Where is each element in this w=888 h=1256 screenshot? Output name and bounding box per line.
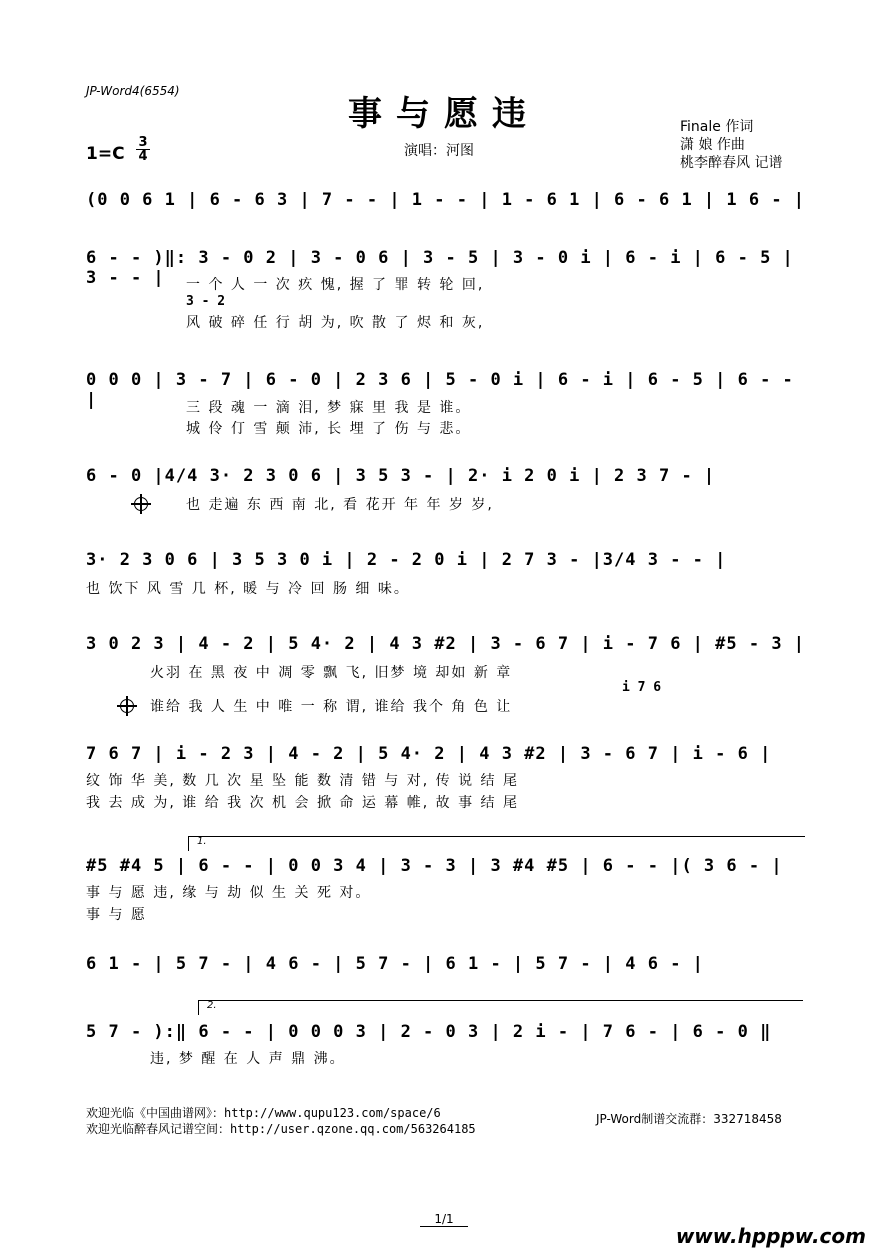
lyric-6-verse-2: 谁给 我 人 生 中 唯 一 称 谓, 谁给 我个 角 色 让 xyxy=(150,699,513,715)
volta-bracket-1 xyxy=(188,836,805,851)
score-system-7: 7 6 7 | i - 2 3 | 4 - 2 | 5 4· 2 | 4 3 #2 | 3 - 6 7 | i - 6 | xyxy=(86,744,772,764)
volta-label-2: 2. xyxy=(207,1000,217,1011)
transcriber-credit: 桃李醉春风 记谱 xyxy=(680,155,783,171)
coda-icon-2 xyxy=(120,699,134,713)
lyric-10: 违, 梦 醒 在 人 声 鼎 沸。 xyxy=(150,1051,346,1067)
lyric-3-verse-1: 三 段 魂 一 滴 泪, 梦 寐 里 我 是 谁。 xyxy=(186,400,472,416)
footer-link-qupu[interactable]: 欢迎光临《中国曲谱网》：http://www.qupu123.com/space/6 xyxy=(86,1106,441,1120)
coda-icon xyxy=(134,497,148,511)
footer-link-qzone[interactable]: 欢迎光临醉春风记谱空间：http://user.qzone.qq.com/563264185 xyxy=(86,1122,476,1136)
lyric-8-verse-2: 事 与 愿 xyxy=(86,907,147,923)
lyric-2-verse-1: 一 个 人 一 次 疚 愧, 握 了 罪 转 轮 回, xyxy=(186,277,485,293)
score-system-10: 5 7 - ):‖ 6 - - | 0 0 0 3 | 2 - 0 3 | 2 i - | 7 6 - | 6 - 0 ‖ xyxy=(86,1022,772,1042)
volta-bracket-2 xyxy=(198,1000,803,1015)
page-number-text: 1/1 xyxy=(420,1212,467,1227)
time-sig-top: 3 xyxy=(138,135,148,150)
lyric-8-verse-1: 事 与 愿 违, 缘 与 劫 似 生 关 死 对。 xyxy=(86,885,372,901)
song-title: 事与愿违 xyxy=(348,94,540,134)
score-system-4: 6 - 0 |4/4 3· 2 3 0 6 | 3 5 3 - | 2· i 2 0 i | 2 3 7 - | xyxy=(86,466,716,486)
lyric-4: 也 走遍 东 西 南 北, 看 花开 年 年 岁 岁, xyxy=(186,497,494,513)
lyricist-credit: Finale 作词 xyxy=(680,119,754,135)
singer-credit: 演唱：河图 xyxy=(404,143,474,159)
lyric-2-verse-2: 风 破 碎 任 行 胡 为, 吹 散 了 烬 和 灰, xyxy=(186,315,485,331)
key-signature: 1=C xyxy=(86,144,125,164)
lyric-3-verse-2: 城 伶 仃 雪 颠 沛, 长 埋 了 伤 与 悲。 xyxy=(186,421,472,437)
score-system-8: #5 #4 5 | 6 - - | 0 0 3 4 | 3 - 3 | 3 #4 #5 | 6 - - |( 3 6 - | xyxy=(86,856,783,876)
lyric-5: 也 饮下 风 雪 几 杯, 暖 与 冷 回 肠 细 味。 xyxy=(86,581,410,597)
composer-credit: 潇 娘 作曲 xyxy=(680,137,745,153)
footer-group: JP-Word制谱交流群：332718458 xyxy=(596,1112,782,1126)
version-label: JP-Word4(6554) xyxy=(86,84,180,98)
score-system-9: 6 1 - | 5 7 - | 4 6 - | 5 7 - | 6 1 - | 5 7 - | 4 6 - | xyxy=(86,954,704,974)
score-system-1: (0 0 6 1 | 6 - 6 3 | 7 - - | 1 - - | 1 - 6 1 | 6 - 6 1 | 1 6 - | xyxy=(86,190,806,210)
time-sig-bottom: 4 xyxy=(136,149,150,163)
score-system-3: 0 0 0 | 3 - 7 | 6 - 0 | 2 3 6 | 5 - 0 i | 6 - i | 6 - 5 | 6 - - | xyxy=(86,370,794,410)
lyric-7-verse-1: 纹 饰 华 美, 数 几 次 星 坠 能 数 清 错 与 对, 传 说 结 尾 xyxy=(86,773,520,789)
score-system-2: 6 - - )‖: 3 - 0 2 | 3 - 0 6 | 3 - 5 | 3 - 0 i | 6 - i | 6 - 5 | 3 - - | xyxy=(86,248,794,288)
site-watermark: www.hpppw.com xyxy=(675,1224,866,1248)
alt-notes-6: i 7 6 xyxy=(622,680,662,695)
score-system-6: 3 0 2 3 | 4 - 2 | 5 4· 2 | 4 3 #2 | 3 - 6 7 | i - 7 6 | #5 - 3 | xyxy=(86,634,806,654)
time-signature xyxy=(136,136,150,163)
lyric-6-verse-1: 火羽 在 黑 夜 中 凋 零 飘 飞, 旧梦 境 却如 新 章 xyxy=(150,665,513,681)
alt-notes-2: 3 - 2 xyxy=(186,294,226,309)
score-system-5: 3· 2 3 0 6 | 3 5 3 0 i | 2 - 2 0 i | 2 7 3 - |3/4 3 - - | xyxy=(86,550,727,570)
volta-label-1: 1. xyxy=(197,836,207,847)
lyric-7-verse-2: 我 去 成 为, 谁 给 我 次 机 会 掀 命 运 幕 帷, 故 事 结 尾 xyxy=(86,795,520,811)
